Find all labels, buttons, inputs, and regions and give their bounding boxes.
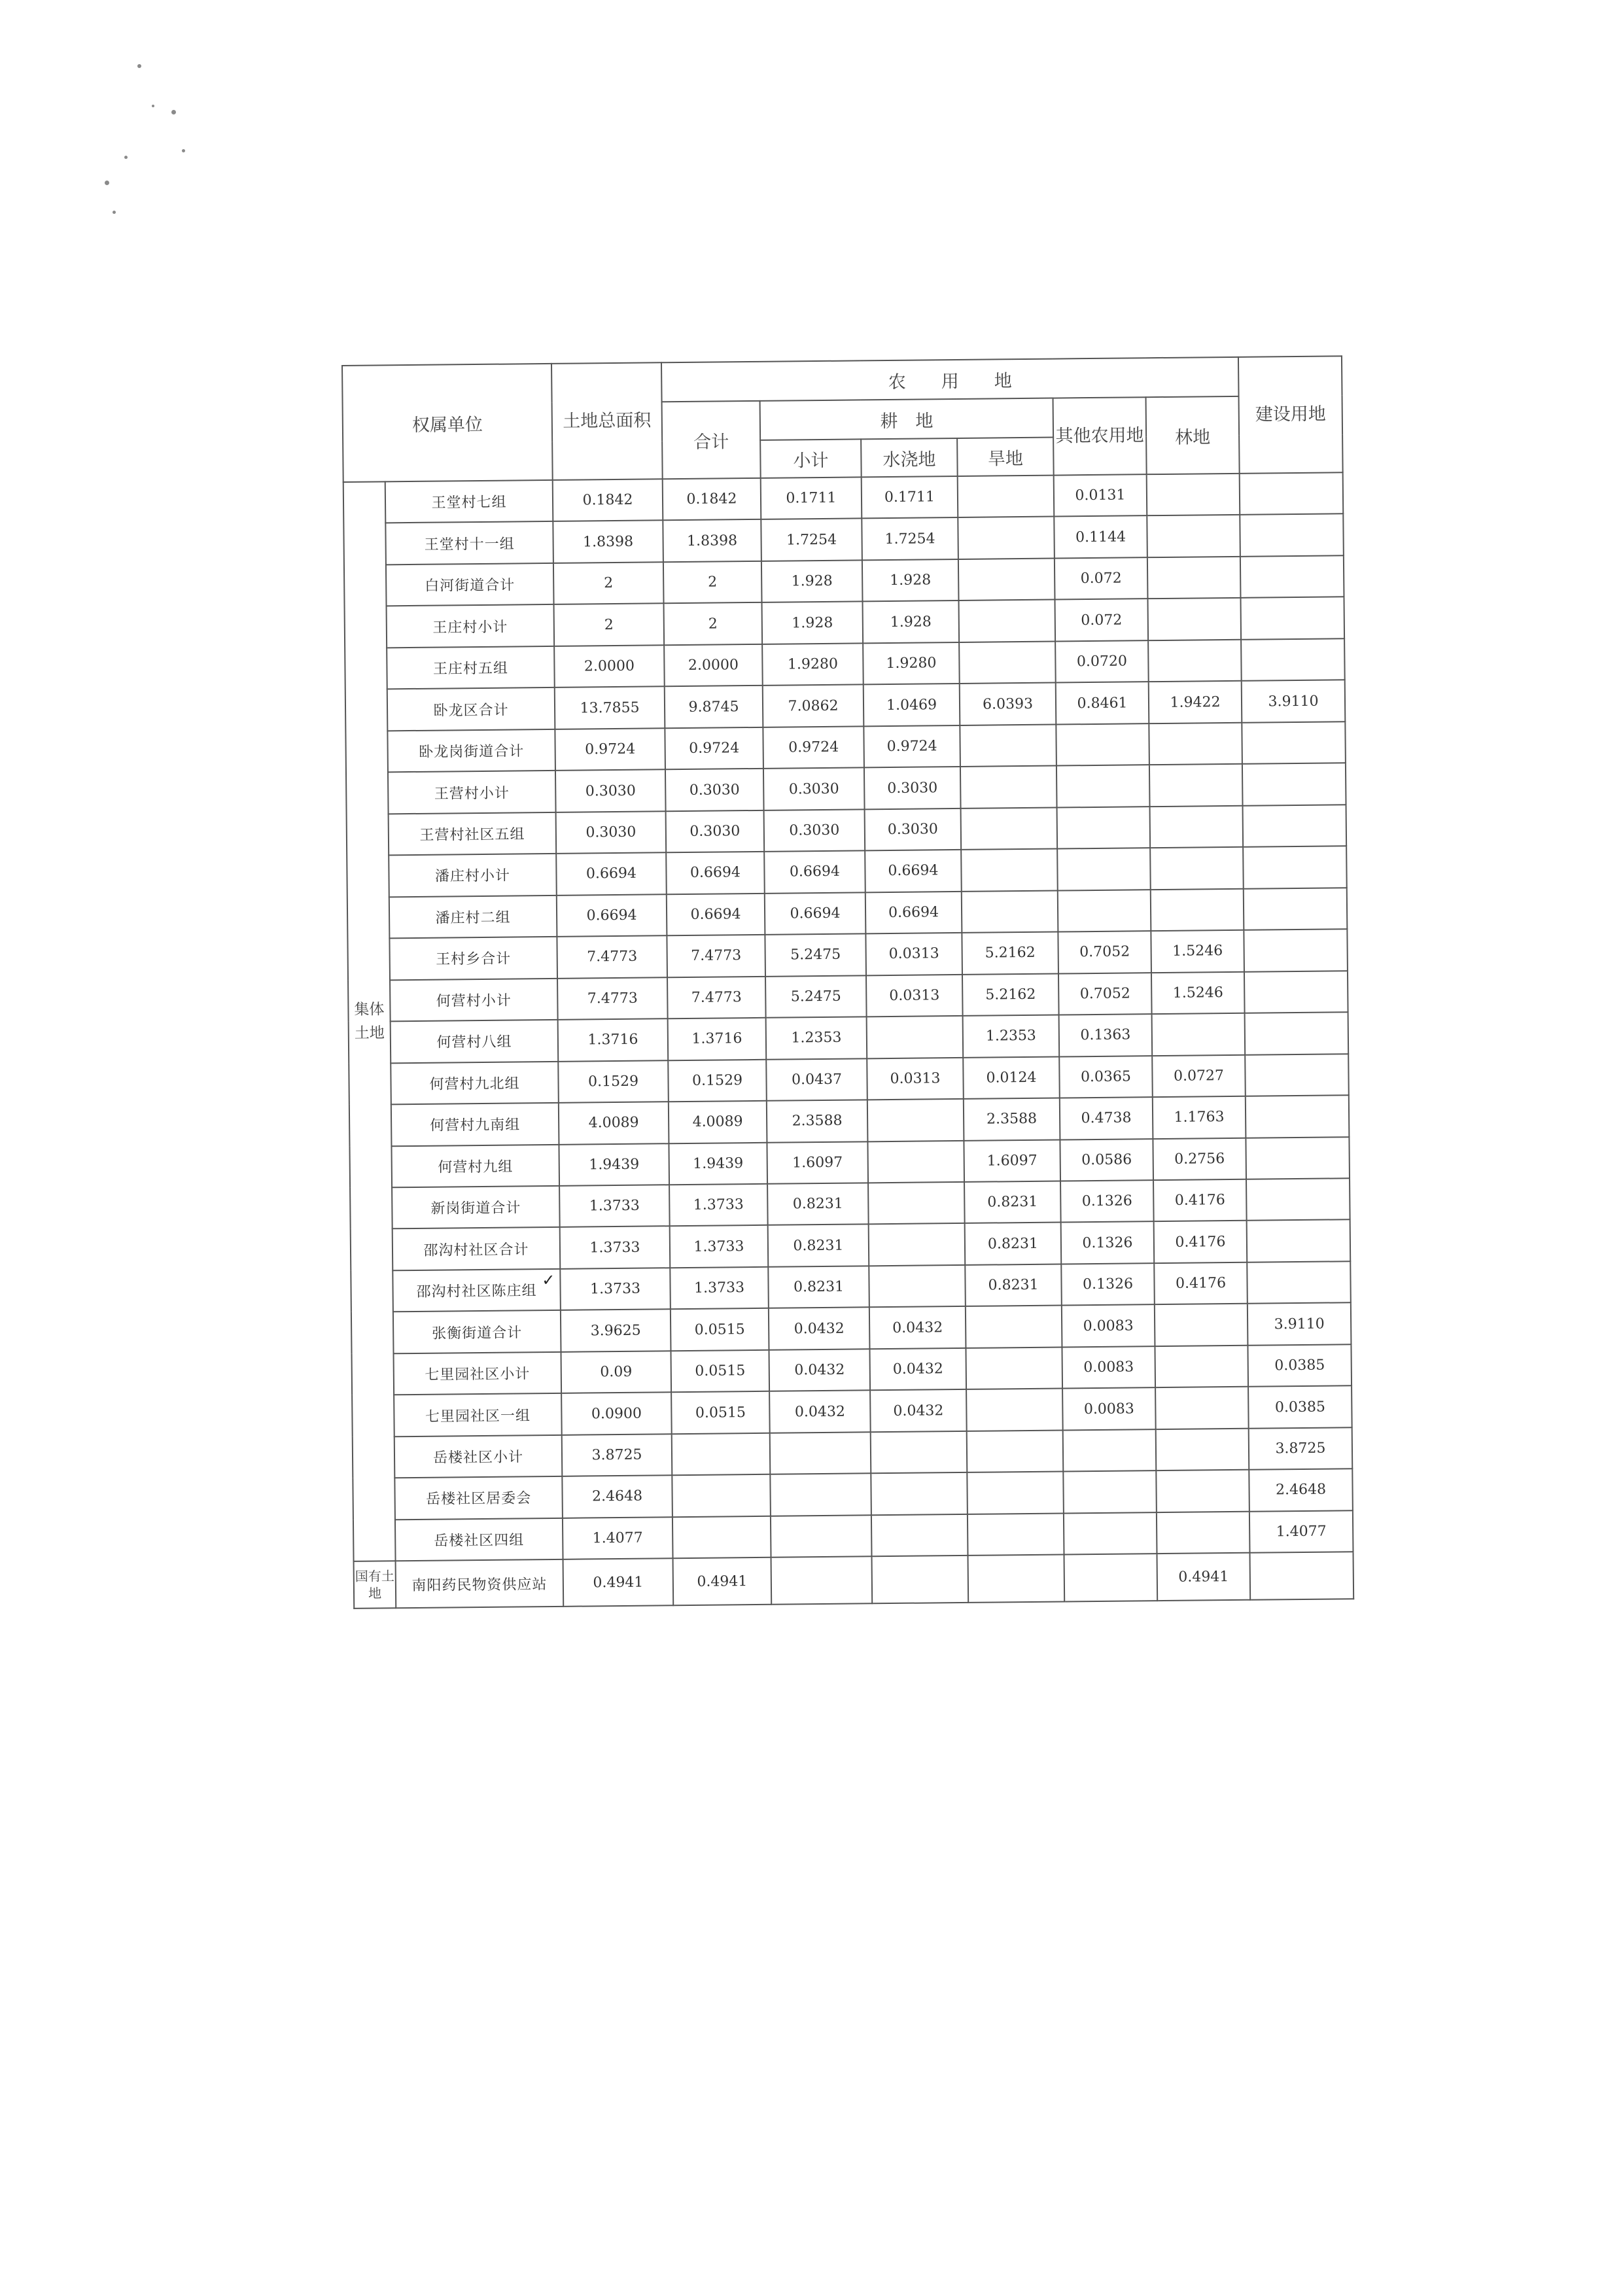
cultivated-subtotal-cell: 0.1711 (761, 477, 862, 519)
other-agri-cell (1056, 765, 1150, 807)
forest-cell (1155, 1346, 1248, 1388)
forest-cell (1147, 474, 1240, 516)
cultivated-subtotal-cell: 1.6097 (767, 1141, 868, 1184)
other-agri-cell: 0.1326 (1061, 1263, 1155, 1306)
forest-cell: 1.5246 (1151, 930, 1244, 973)
cultivated-subtotal-cell (771, 1515, 872, 1557)
category-collective-land: 集体土地 (343, 481, 396, 1561)
total-area-cell: 2 (554, 604, 665, 646)
agri-total-cell: 1.3733 (669, 1184, 768, 1226)
agri-total-cell: 2 (664, 602, 763, 645)
irrigated-cell: 0.6694 (865, 850, 962, 892)
construction-cell: 3.9110 (1248, 1303, 1352, 1346)
cultivated-subtotal-cell: 7.0862 (763, 685, 864, 727)
dry-land-cell (968, 1513, 1064, 1556)
irrigated-cell: 1.0469 (864, 684, 960, 726)
irrigated-cell: 0.1711 (862, 476, 958, 519)
dry-land-cell (960, 766, 1057, 809)
other-agri-cell: 0.4738 (1060, 1097, 1153, 1139)
irrigated-cell (867, 1099, 964, 1141)
total-area-cell: 1.9439 (559, 1143, 669, 1186)
construction-cell (1243, 846, 1347, 889)
construction-cell (1247, 1261, 1351, 1304)
construction-cell (1246, 1095, 1350, 1138)
other-agri-cell: 0.0083 (1062, 1305, 1155, 1348)
irrigated-cell (871, 1472, 968, 1515)
cultivated-subtotal-cell (771, 1556, 873, 1604)
irrigated-cell (867, 1140, 964, 1183)
owner-unit-cell: 岳楼社区居委会 (394, 1476, 563, 1520)
cultivated-subtotal-cell: 0.8231 (768, 1266, 869, 1308)
dry-land-cell (966, 1306, 1062, 1348)
agri-total-cell: 0.3030 (666, 810, 765, 853)
other-agri-cell: 0.0131 (1054, 474, 1147, 517)
other-agri-cell (1063, 1470, 1157, 1513)
forest-cell: 1.1763 (1153, 1096, 1246, 1139)
cultivated-subtotal-cell: 0.8231 (768, 1225, 869, 1267)
dry-land-cell (967, 1430, 1064, 1472)
irrigated-cell: 1.7254 (862, 517, 958, 560)
scan-speck (105, 181, 109, 185)
forest-cell (1156, 1470, 1249, 1512)
agri-total-cell: 0.1529 (668, 1059, 767, 1102)
agri-total-cell: 0.9724 (665, 727, 763, 770)
construction-cell (1242, 763, 1346, 806)
total-area-cell: 2 (553, 562, 664, 604)
forest-cell (1149, 764, 1243, 807)
dry-land-cell (962, 890, 1058, 933)
owner-unit-cell: 白河街道合计 (386, 563, 554, 606)
total-area-cell: 2.0000 (554, 645, 665, 687)
cultivated-subtotal-cell (770, 1432, 871, 1474)
header-construction-land: 建设用地 (1238, 356, 1343, 474)
total-area-cell: 3.8725 (562, 1434, 672, 1476)
dry-land-cell (966, 1389, 1063, 1431)
cultivated-subtotal-cell: 0.0432 (769, 1308, 870, 1350)
total-area-cell: 4.0089 (559, 1102, 669, 1144)
agri-total-cell (672, 1474, 771, 1517)
construction-cell: 3.9110 (1242, 680, 1346, 723)
construction-cell: 3.8725 (1249, 1427, 1353, 1470)
agri-total-cell: 0.6694 (667, 894, 765, 936)
forest-cell (1149, 723, 1242, 765)
other-agri-cell: 0.1326 (1061, 1222, 1155, 1264)
irrigated-cell (871, 1431, 968, 1474)
owner-unit-cell: 邵沟村社区合计 (393, 1227, 561, 1270)
irrigated-cell: 0.0432 (870, 1389, 967, 1432)
check-mark-icon: ✓ (542, 1270, 556, 1290)
other-agri-cell (1057, 848, 1151, 890)
forest-cell: 0.4176 (1154, 1221, 1248, 1263)
irrigated-cell: 0.6694 (865, 892, 962, 934)
header-owner-unit: 权属单位 (342, 364, 553, 482)
cultivated-subtotal-cell: 5.2475 (765, 975, 867, 1018)
other-agri-cell: 0.8461 (1056, 682, 1149, 725)
dry-land-cell (959, 600, 1056, 642)
irrigated-cell: 0.3030 (864, 767, 961, 809)
dry-land-cell (961, 807, 1058, 850)
agri-total-cell: 0.0515 (671, 1391, 770, 1434)
cultivated-subtotal-cell: 1.7254 (761, 519, 862, 561)
agri-total-cell: 9.8745 (665, 686, 763, 728)
agri-total-cell: 0.0515 (671, 1308, 769, 1351)
forest-cell (1150, 847, 1244, 890)
dry-land-cell (958, 517, 1055, 559)
construction-cell: 0.0385 (1248, 1344, 1352, 1387)
cultivated-subtotal-cell: 0.0432 (769, 1349, 870, 1391)
total-area-cell: 0.6694 (556, 852, 667, 895)
agri-total-cell: 1.9439 (669, 1142, 767, 1185)
construction-cell (1246, 1137, 1350, 1179)
header-dry-land: 旱地 (957, 438, 1054, 476)
irrigated-cell: 0.0313 (867, 1057, 964, 1100)
owner-unit-cell: 何营村小计 (390, 979, 558, 1022)
irrigated-cell: 1.928 (863, 600, 960, 643)
forest-cell: 1.5246 (1151, 971, 1245, 1014)
agri-total-cell: 0.4941 (673, 1557, 772, 1605)
construction-cell (1242, 722, 1346, 764)
cultivated-subtotal-cell: 0.0437 (766, 1058, 867, 1101)
dry-land-cell (958, 558, 1055, 600)
header-other-agricultural: 其他农用地 (1053, 397, 1147, 475)
total-area-cell: 2.4648 (562, 1475, 672, 1518)
dry-land-cell: 2.3588 (964, 1098, 1060, 1141)
agri-total-cell (672, 1516, 771, 1559)
construction-cell (1240, 472, 1344, 515)
owner-unit-cell: 王庄村五组 (387, 646, 555, 689)
dry-land-cell (966, 1347, 1062, 1389)
total-area-cell: 0.3030 (555, 770, 666, 812)
dry-land-cell: 0.0124 (963, 1056, 1060, 1099)
total-area-cell: 0.09 (561, 1351, 671, 1393)
forest-cell: 1.9422 (1149, 681, 1242, 723)
cultivated-subtotal-cell: 0.8231 (767, 1183, 869, 1225)
dry-land-cell: 6.0393 (960, 683, 1056, 725)
other-agri-cell: 0.0083 (1062, 1387, 1156, 1430)
scan-speck (171, 110, 176, 114)
header-irrigated-land: 水浇地 (861, 438, 958, 477)
construction-cell (1247, 1220, 1351, 1262)
scan-speck (182, 149, 185, 152)
other-agri-cell: 0.1363 (1059, 1014, 1153, 1056)
total-area-cell: 3.9625 (561, 1310, 671, 1352)
owner-unit-cell: 何营村九南组 (391, 1103, 559, 1146)
other-agri-cell: 0.1144 (1054, 516, 1147, 559)
cultivated-subtotal-cell: 5.2475 (765, 934, 866, 977)
construction-cell (1246, 1178, 1350, 1221)
other-agri-cell (1057, 807, 1151, 849)
dry-land-cell (960, 724, 1056, 767)
cultivated-subtotal-cell (770, 1474, 871, 1516)
other-agri-cell: 0.0365 (1059, 1056, 1153, 1098)
total-area-cell: 0.1529 (558, 1060, 669, 1103)
forest-cell (1150, 806, 1244, 848)
construction-cell (1245, 1054, 1349, 1096)
irrigated-cell (867, 1016, 964, 1058)
irrigated-cell: 1.928 (862, 559, 959, 602)
cultivated-subtotal-cell: 1.2353 (766, 1017, 867, 1059)
dry-land-cell (959, 641, 1056, 684)
cultivated-subtotal-cell: 0.6694 (765, 892, 866, 935)
irrigated-cell (869, 1265, 966, 1308)
forest-cell: 0.2756 (1153, 1138, 1246, 1180)
forest-cell (1147, 515, 1240, 557)
irrigated-cell: 1.9280 (863, 642, 960, 685)
irrigated-cell: 0.0432 (869, 1306, 966, 1349)
owner-unit-cell: 何营村八组 (391, 1020, 559, 1063)
irrigated-cell (871, 1514, 968, 1557)
irrigated-cell: 0.0313 (866, 975, 963, 1017)
total-area-cell: 0.9724 (555, 728, 665, 771)
other-agri-cell (1064, 1512, 1157, 1555)
forest-cell: 0.4176 (1154, 1262, 1248, 1305)
construction-cell (1243, 805, 1347, 847)
dry-land-cell: 0.8231 (965, 1223, 1062, 1265)
dry-land-cell (961, 849, 1058, 892)
owner-unit-cell: 南阳药民物资供应站 (396, 1559, 564, 1608)
header-forest-land: 林地 (1146, 396, 1240, 474)
irrigated-cell (872, 1556, 969, 1603)
agri-total-cell: 0.1842 (663, 478, 761, 521)
total-area-cell: 0.1842 (553, 479, 663, 521)
forest-cell (1147, 598, 1241, 640)
agri-total-cell: 1.3733 (670, 1225, 769, 1268)
agri-total-cell: 7.4773 (667, 935, 765, 977)
construction-cell (1240, 514, 1344, 557)
agri-total-cell: 2.0000 (664, 644, 763, 687)
header-cultivated-subtotal: 小计 (760, 439, 862, 478)
other-agri-cell: 0.7052 (1058, 931, 1151, 973)
agri-total-cell (672, 1433, 771, 1476)
owner-unit-cell: 七里园社区小计 (394, 1352, 562, 1395)
total-area-cell: 0.4941 (563, 1558, 674, 1606)
agri-total-cell: 0.0515 (671, 1350, 769, 1393)
total-area-cell: 1.4077 (563, 1517, 673, 1559)
owner-unit-cell: 潘庄村小计 (389, 854, 557, 897)
owner-unit-cell: 何营村九北组 (391, 1061, 559, 1104)
other-agri-cell (1058, 890, 1151, 932)
forest-cell (1156, 1429, 1249, 1471)
forest-cell (1151, 888, 1244, 931)
other-agri-cell (1063, 1429, 1157, 1472)
forest-cell (1152, 1013, 1246, 1056)
forest-cell (1155, 1304, 1248, 1346)
total-area-cell: 0.6694 (557, 894, 667, 937)
cultivated-subtotal-cell: 0.3030 (763, 768, 865, 810)
other-agri-cell: 0.0720 (1055, 640, 1149, 683)
construction-cell (1241, 638, 1345, 681)
total-area-cell: 1.3733 (560, 1226, 671, 1269)
forest-cell (1148, 640, 1242, 682)
other-agri-cell: 0.7052 (1058, 973, 1152, 1015)
construction-cell (1241, 597, 1345, 640)
other-agri-cell: 0.1326 (1060, 1180, 1154, 1223)
header-total-area: 土地总面积 (551, 362, 663, 480)
agri-total-cell: 7.4773 (667, 976, 766, 1018)
owner-unit-cell: 岳楼社区小计 (394, 1435, 563, 1478)
agri-total-cell: 1.8398 (663, 519, 761, 562)
header-agri-total: 合计 (662, 401, 761, 479)
forest-cell: 0.4176 (1153, 1179, 1247, 1222)
cultivated-subtotal-cell: 1.928 (761, 560, 863, 602)
forest-cell: 0.0727 (1152, 1054, 1246, 1097)
owner-unit-cell: 七里园社区一组 (394, 1393, 562, 1436)
scan-speck (137, 64, 141, 68)
owner-unit-cell: 岳楼社区四组 (395, 1518, 563, 1561)
owner-unit-cell: 邵沟村社区陈庄组 ✓ (393, 1269, 561, 1312)
total-area-cell: 0.0900 (561, 1393, 672, 1435)
construction-cell (1240, 555, 1344, 598)
owner-unit-cell: 潘庄村二组 (389, 896, 557, 939)
total-area-cell: 1.3733 (559, 1185, 670, 1227)
agri-total-cell: 2 (663, 561, 762, 604)
dry-land-cell (968, 1555, 1065, 1603)
other-agri-cell: 0.0586 (1060, 1139, 1153, 1181)
owner-unit-cell: 王庄村小计 (387, 604, 555, 648)
total-area-cell: 13.7855 (555, 687, 665, 729)
cultivated-subtotal-cell: 2.3588 (767, 1100, 868, 1142)
irrigated-cell: 0.0432 (869, 1348, 966, 1391)
agri-total-cell: 0.6694 (666, 852, 765, 894)
owner-unit-cell: 王堂村十一组 (385, 521, 553, 565)
irrigated-cell (869, 1223, 966, 1266)
owner-unit-cell: 卧龙区合计 (387, 687, 555, 731)
dry-land-cell: 0.8231 (965, 1264, 1062, 1306)
dry-land-cell (967, 1472, 1064, 1514)
construction-cell (1244, 971, 1348, 1013)
dry-land-cell (958, 476, 1055, 518)
owner-unit-cell: 王营村社区五组 (389, 812, 557, 856)
owner-unit-cell: 新岗街道合计 (392, 1186, 560, 1229)
total-area-cell: 0.3030 (556, 811, 667, 854)
cultivated-subtotal-cell: 1.9280 (762, 643, 864, 686)
construction-cell: 0.0385 (1248, 1386, 1352, 1429)
agri-total-cell: 0.3030 (665, 769, 764, 811)
land-use-table (341, 355, 1354, 1609)
owner-unit-cell: 何营村九组 (391, 1144, 559, 1187)
other-agri-cell (1056, 723, 1149, 766)
cultivated-subtotal-cell: 1.928 (762, 602, 864, 644)
owner-unit-cell: 张衡街道合计 (393, 1310, 561, 1353)
construction-cell (1250, 1552, 1354, 1599)
total-area-cell: 1.3733 (560, 1268, 671, 1310)
forest-cell (1157, 1511, 1250, 1554)
header-cultivated-land: 耕 地 (760, 398, 1054, 440)
dry-land-cell: 0.8231 (964, 1181, 1061, 1223)
dry-land-cell: 5.2162 (962, 932, 1058, 975)
construction-cell: 1.4077 (1249, 1510, 1353, 1553)
other-agri-cell (1064, 1554, 1158, 1601)
owner-unit-cell: 王堂村七组 (385, 480, 553, 523)
other-agri-cell: 0.0083 (1062, 1346, 1155, 1389)
table-row (354, 1552, 1354, 1608)
forest-cell: 0.4941 (1157, 1553, 1251, 1601)
total-area-cell: 7.4773 (557, 935, 667, 978)
irrigated-cell: 0.0313 (865, 933, 962, 975)
other-agri-cell: 0.072 (1055, 557, 1148, 600)
total-area-cell: 1.8398 (553, 521, 663, 563)
irrigated-cell: 0.3030 (865, 809, 962, 851)
owner-unit-cell: 王村乡合计 (389, 937, 557, 980)
construction-cell (1245, 1012, 1349, 1054)
forest-cell (1147, 557, 1241, 599)
other-agri-cell: 0.072 (1055, 599, 1148, 642)
scan-speck (152, 105, 154, 107)
owner-unit-cell: 卧龙岗街道合计 (387, 729, 555, 773)
total-area-cell: 7.4773 (557, 977, 668, 1020)
forest-cell (1155, 1387, 1249, 1429)
dry-land-cell: 5.2162 (962, 973, 1059, 1016)
dry-land-cell: 1.2353 (963, 1015, 1060, 1058)
construction-cell (1244, 929, 1348, 971)
scan-speck (113, 211, 116, 214)
owner-unit-cell: 王营村小计 (388, 771, 556, 814)
agri-total-cell: 4.0089 (669, 1101, 767, 1143)
construction-cell: 2.4648 (1249, 1469, 1353, 1511)
agri-total-cell: 1.3716 (668, 1018, 767, 1060)
header-agricultural-land: 农 用 地 (661, 357, 1239, 402)
irrigated-cell (868, 1182, 965, 1225)
dry-land-cell: 1.6097 (964, 1139, 1060, 1182)
total-area-cell: 1.3716 (558, 1018, 669, 1061)
cultivated-subtotal-cell: 0.6694 (764, 851, 865, 894)
scan-speck (124, 156, 128, 159)
cultivated-subtotal-cell: 0.0432 (769, 1391, 871, 1433)
cultivated-subtotal-cell: 0.9724 (763, 726, 864, 769)
cultivated-subtotal-cell: 0.3030 (764, 809, 865, 852)
category-state-land: 国有土地 (354, 1561, 396, 1608)
construction-cell (1244, 888, 1348, 930)
agri-total-cell: 1.3733 (670, 1267, 769, 1310)
irrigated-cell: 0.9724 (864, 725, 960, 768)
